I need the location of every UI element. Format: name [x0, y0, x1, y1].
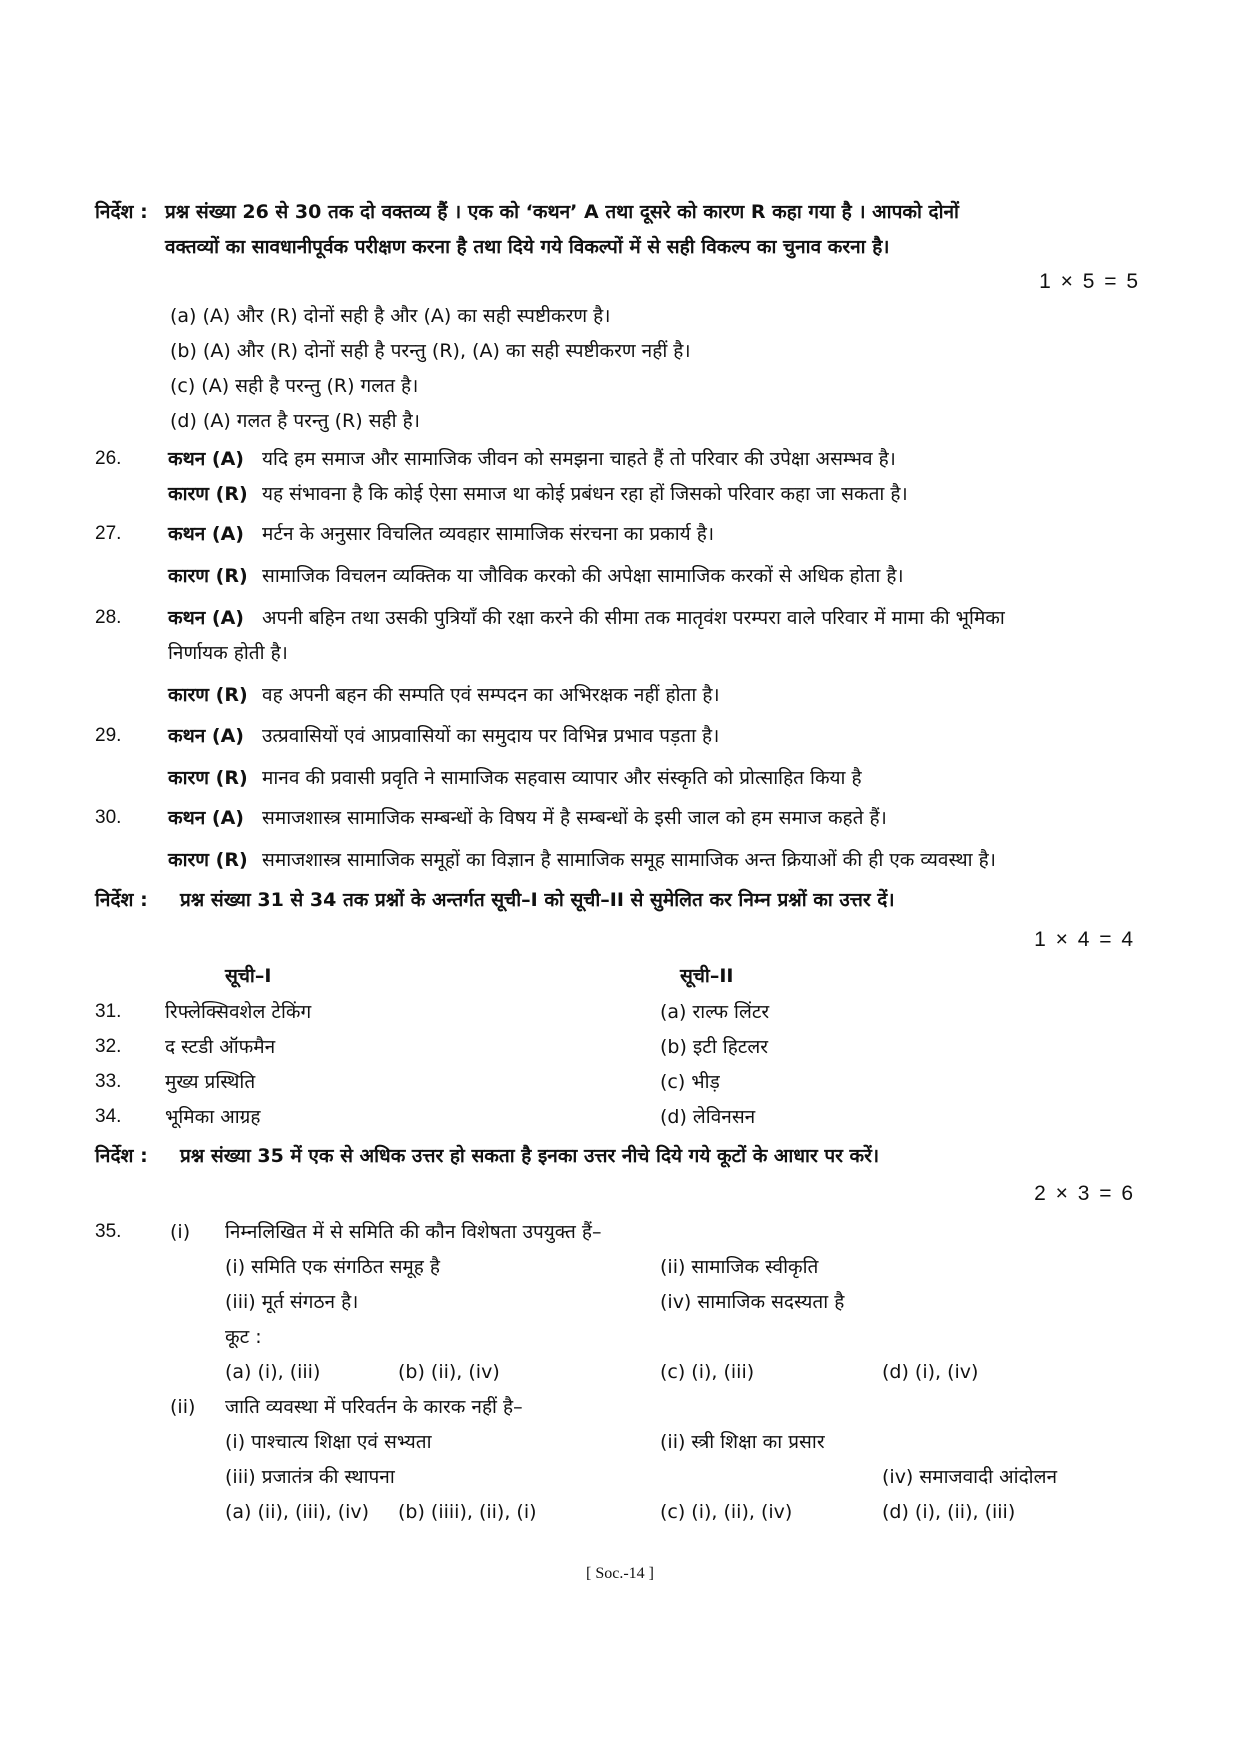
code-option: (c) (i), (iii)	[660, 1361, 755, 1383]
reason-label: कारण (R)	[168, 849, 248, 871]
reason-text: सामाजिक विचलन व्यक्तिक या जौविक करको की अपेक्षा सामाजिक करकों से अधिक होता है।	[262, 565, 904, 587]
question-number: 26.	[95, 448, 122, 469]
question-number: 29.	[95, 725, 122, 746]
assertion-text-continued: निर्णायक होती है।	[168, 642, 288, 664]
assertion-text: यदि हम समाज और सामाजिक जीवन को समझना चाहते हैं तो परिवार की उपेक्षा असम्भव है।	[262, 448, 896, 470]
match-row-number: 34.	[95, 1106, 122, 1127]
match-row-right: (c) भीड़	[660, 1071, 720, 1093]
statement-iv: (iv) सामाजिक सदस्यता है	[660, 1291, 845, 1313]
sub-question-label: (ii)	[170, 1396, 196, 1418]
statement-i: (i) पाश्चात्य शिक्षा एवं सभ्यता	[225, 1431, 432, 1453]
option-a: (a) (A) और (R) दोनों सही है और (A) का सही स्पष्टीकरण है।	[170, 305, 611, 327]
code-option: (a) (i), (iii)	[225, 1361, 321, 1383]
section1-label: निर्देश :	[95, 201, 148, 223]
match-row-left: रिफ्लेक्सिवशेल टेकिंग	[165, 1001, 312, 1023]
reason-text: यह संभावना है कि कोई ऐसा समाज था कोई प्रबंधन रहा हों जिसको परिवार कहा जा सकता है।	[262, 483, 908, 505]
code-option: (b) (iiii), (ii), (i)	[398, 1501, 537, 1523]
statement-iii: (iii) प्रजातंत्र की स्थापना	[225, 1466, 395, 1488]
reason-label: कारण (R)	[168, 684, 248, 706]
section3-text: प्रश्न संख्या 35 में एक से अधिक उत्तर हो सकता है इनका उत्तर नीचे दिये गये कूटों के आधार पर करें।	[180, 1145, 880, 1167]
match-row-number: 32.	[95, 1036, 122, 1057]
match-row-right: (d) लेविनसन	[660, 1106, 756, 1128]
question-number: 28.	[95, 607, 122, 628]
match-row-right: (a) राल्फ लिंटर	[660, 1001, 770, 1023]
option-d: (d) (A) गलत है परन्तु (R) सही है।	[170, 410, 420, 432]
match-row-number: 33.	[95, 1071, 122, 1092]
reason-text: मानव की प्रवासी प्रवृति ने सामाजिक सहवास व्यापार और संस्कृति को प्रोत्साहित किया है	[262, 767, 862, 789]
statement-iii: (iii) मूर्त संगठन है।	[225, 1291, 359, 1313]
option-c: (c) (A) सही है परन्तु (R) गलत है।	[170, 375, 419, 397]
assertion-label: कथन (A)	[168, 725, 244, 747]
list1-header: सूची–I	[225, 965, 272, 987]
reason-text: समाजशास्त्र सामाजिक समूहों का विज्ञान है सामाजिक समूह सामाजिक अन्त क्रियाओं की ही एक व्यवस्था है।	[262, 849, 996, 871]
match-row-number: 31.	[95, 1001, 122, 1022]
assertion-text: उत्प्रवासियों एवं आप्रवासियों का समुदाय पर विभिन्न प्रभाव पड़ता है।	[262, 725, 720, 747]
match-row-left: मुख्य प्रस्थिति	[165, 1071, 256, 1093]
match-row-left: द स्टडी ऑफमैन	[165, 1036, 276, 1058]
assertion-text: मर्टन के अनुसार विचलित व्यवहार सामाजिक संरचना का प्रकार्य है।	[262, 523, 715, 545]
question-number: 27.	[95, 523, 122, 544]
section3-marks: 2 × 3 = 6	[1034, 1182, 1135, 1205]
sub-question-text: निम्नलिखित में से समिति की कौन विशेषता उपयुक्त हैं–	[225, 1221, 602, 1243]
code-option: (d) (i), (ii), (iii)	[882, 1501, 1016, 1523]
code-option: (a) (ii), (iii), (iv)	[225, 1501, 370, 1523]
assertion-label: कथन (A)	[168, 523, 244, 545]
list2-header: सूची–II	[680, 965, 734, 987]
reason-text: वह अपनी बहन की सम्पति एवं सम्पदन का अभिरक्षक नहीं होता है।	[262, 684, 720, 706]
statement-ii: (ii) सामाजिक स्वीकृति	[660, 1256, 819, 1278]
code-option: (d) (i), (iv)	[882, 1361, 979, 1383]
question-number: 30.	[95, 807, 122, 828]
section1-line2: वक्तव्यों का सावधानीपूर्वक परीक्षण करना है तथा दिये गये विकल्पों में से सही विकल्प का चुनाव करना है।	[165, 236, 890, 258]
statement-i: (i) समिति एक संगठित समूह है	[225, 1256, 440, 1278]
code-option: (c) (i), (ii), (iv)	[660, 1501, 793, 1523]
assertion-text: समाजशास्त्र सामाजिक सम्बन्धों के विषय में है सम्बन्धों के इसी जाल को हम समाज कहते हैं।	[262, 807, 887, 829]
reason-label: कारण (R)	[168, 767, 248, 789]
assertion-label: कथन (A)	[168, 807, 244, 829]
statement-iv: (iv) समाजवादी आंदोलन	[882, 1466, 1058, 1488]
page-number: [ Soc.-14 ]	[586, 1565, 654, 1582]
assertion-label: कथन (A)	[168, 448, 244, 470]
match-row-right: (b) इटी हिटलर	[660, 1036, 769, 1058]
section3-label: निर्देश :	[95, 1145, 148, 1167]
section2-label: निर्देश :	[95, 889, 148, 911]
sub-question-text: जाति व्यवस्था में परिवर्तन के कारक नहीं है–	[225, 1396, 523, 1418]
assertion-label: कथन (A)	[168, 607, 244, 629]
reason-label: कारण (R)	[168, 483, 248, 505]
reason-label: कारण (R)	[168, 565, 248, 587]
section2-text: प्रश्न संख्या 31 से 34 तक प्रश्नों के अन्तर्गत सूची–I को सूची–II से सुमेलित कर निम्न प्रश्नों का उत्तर दें।	[180, 889, 895, 911]
match-row-left: भूमिका आग्रह	[165, 1106, 261, 1128]
section1-line1: प्रश्न संख्या 26 से 30 तक दो वक्तव्य हैं । एक को ‘कथन’ A तथा दूसरे को कारण R कहा गया है । आपको दोनों	[165, 201, 959, 223]
option-b: (b) (A) और (R) दोनों सही है परन्तु (R), (A) का सही स्पष्टीकरण नहीं है।	[170, 340, 691, 362]
code-option: (b) (ii), (iv)	[398, 1361, 500, 1383]
assertion-text: अपनी बहिन तथा उसकी पुत्रियाँ की रक्षा करने की सीमा तक मातृवंश परम्परा वाले परिवार में मामा की भूमिका	[262, 607, 1005, 629]
statement-ii: (ii) स्त्री शिक्षा का प्रसार	[660, 1431, 825, 1453]
section2-marks: 1 × 4 = 4	[1034, 928, 1135, 951]
code-label: कूट :	[225, 1326, 262, 1348]
sub-question-label: (i)	[170, 1221, 191, 1243]
section1-marks: 1 × 5 = 5	[1039, 270, 1140, 293]
question-number: 35.	[95, 1221, 122, 1242]
